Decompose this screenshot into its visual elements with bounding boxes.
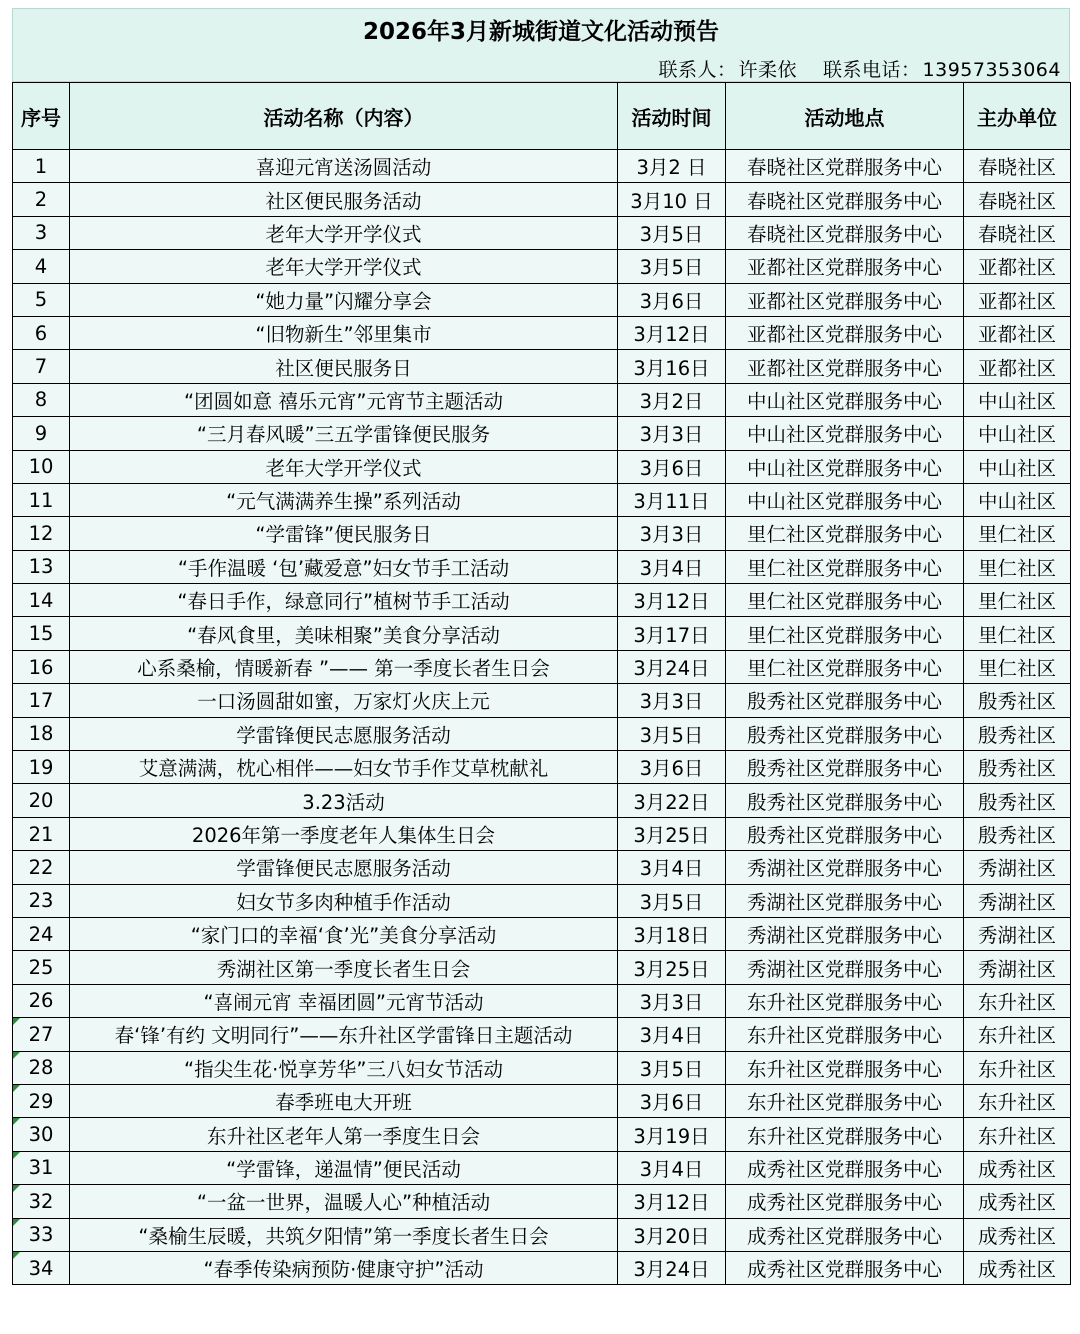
table-row bbox=[13, 917, 1071, 950]
table-row bbox=[13, 250, 1071, 283]
activity-location: 成秀社区党群服务中心 bbox=[726, 1218, 964, 1251]
row-number: 3 bbox=[13, 216, 70, 249]
row-number: 18 bbox=[13, 717, 70, 750]
activity-name: “春日手作，绿意同行”植树节手工活动 bbox=[70, 584, 618, 617]
activity-location: 里仁社区党群服务中心 bbox=[726, 550, 964, 583]
table-row bbox=[13, 1185, 1071, 1218]
row-number: 10 bbox=[13, 450, 70, 483]
activity-organizer: 亚都社区 bbox=[964, 350, 1071, 383]
row-number: 21 bbox=[13, 817, 70, 850]
table-row bbox=[13, 751, 1071, 784]
activity-name: 春‘锋’有约 文明同行”——东升社区学雷锋日主题活动 bbox=[70, 1018, 618, 1051]
activity-time: 3月6日 bbox=[618, 450, 726, 483]
activity-location: 亚都社区党群服务中心 bbox=[726, 350, 964, 383]
row-number: 33 bbox=[13, 1218, 70, 1251]
table-row bbox=[13, 216, 1071, 249]
activity-location: 里仁社区党群服务中心 bbox=[726, 517, 964, 550]
table-row bbox=[13, 617, 1071, 650]
table-row bbox=[13, 717, 1071, 750]
activity-location: 亚都社区党群服务中心 bbox=[726, 316, 964, 349]
activity-location: 秀湖社区党群服务中心 bbox=[726, 851, 964, 884]
activity-name: “学雷锋”便民服务日 bbox=[70, 517, 618, 550]
activity-location: 成秀社区党群服务中心 bbox=[726, 1251, 964, 1284]
activity-organizer: 殷秀社区 bbox=[964, 717, 1071, 750]
row-number: 12 bbox=[13, 517, 70, 550]
activity-organizer: 成秀社区 bbox=[964, 1185, 1071, 1218]
activity-location: 成秀社区党群服务中心 bbox=[726, 1185, 964, 1218]
activity-organizer: 东升社区 bbox=[964, 1084, 1071, 1117]
activity-name: “旧物新生”邻里集市 bbox=[70, 316, 618, 349]
table-row bbox=[13, 417, 1071, 450]
table-row bbox=[13, 1118, 1071, 1151]
activity-organizer: 春晓社区 bbox=[964, 183, 1071, 216]
activity-organizer: 中山社区 bbox=[964, 383, 1071, 416]
activity-time: 3月6日 bbox=[618, 283, 726, 316]
row-number: 29 bbox=[13, 1084, 70, 1117]
activity-name: 秀湖社区第一季度长者生日会 bbox=[70, 951, 618, 984]
activity-organizer: 春晓社区 bbox=[964, 150, 1071, 183]
activity-organizer: 中山社区 bbox=[964, 417, 1071, 450]
activity-time: 3月2日 bbox=[618, 383, 726, 416]
row-number: 15 bbox=[13, 617, 70, 650]
table-row bbox=[13, 550, 1071, 583]
activity-time: 3月24日 bbox=[618, 650, 726, 683]
activity-time: 3月3日 bbox=[618, 984, 726, 1017]
activity-name: “春风食里，美味相聚”美食分享活动 bbox=[70, 617, 618, 650]
page-title: 2026年3月新城街道文化活动预告 bbox=[362, 19, 720, 45]
activity-organizer: 东升社区 bbox=[964, 1051, 1071, 1084]
activity-name: “春季传染病预防·健康守护”活动 bbox=[70, 1251, 618, 1284]
activity-name: “手作温暖 ‘包’藏爱意”妇女节手工活动 bbox=[70, 550, 618, 583]
row-number: 32 bbox=[13, 1185, 70, 1218]
table-body bbox=[13, 150, 1071, 1285]
table-row bbox=[13, 350, 1071, 383]
activity-name: 妇女节多肉种植手作活动 bbox=[70, 884, 618, 917]
row-number: 14 bbox=[13, 584, 70, 617]
activity-time: 3月5日 bbox=[618, 884, 726, 917]
activity-organizer: 秀湖社区 bbox=[964, 951, 1071, 984]
table-header-row bbox=[13, 83, 1071, 150]
activity-organizer: 里仁社区 bbox=[964, 650, 1071, 683]
table-row bbox=[13, 150, 1071, 183]
activity-organizer: 亚都社区 bbox=[964, 250, 1071, 283]
activity-name: 心系桑榆，情暖新春 ”—— 第一季度长者生日会 bbox=[70, 650, 618, 683]
activity-time: 3月6日 bbox=[618, 751, 726, 784]
activity-name: 春季班电大开班 bbox=[70, 1084, 618, 1117]
contact-person-label: 联系人： bbox=[658, 59, 737, 81]
activity-name: 老年大学开学仪式 bbox=[70, 250, 618, 283]
table-row bbox=[13, 851, 1071, 884]
activity-location: 里仁社区党群服务中心 bbox=[726, 617, 964, 650]
row-number: 23 bbox=[13, 884, 70, 917]
activity-name: “团圆如意 禧乐元宵”元宵节主题活动 bbox=[70, 383, 618, 416]
activity-time: 3月12日 bbox=[618, 1185, 726, 1218]
activity-time: 3月5日 bbox=[618, 216, 726, 249]
row-number: 26 bbox=[13, 984, 70, 1017]
activity-location: 东升社区党群服务中心 bbox=[726, 1051, 964, 1084]
activity-organizer: 秀湖社区 bbox=[964, 851, 1071, 884]
activity-time: 3月19日 bbox=[618, 1118, 726, 1151]
activity-organizer: 亚都社区 bbox=[964, 283, 1071, 316]
activity-location: 殷秀社区党群服务中心 bbox=[726, 717, 964, 750]
activity-location: 东升社区党群服务中心 bbox=[726, 1084, 964, 1117]
activity-location: 亚都社区党群服务中心 bbox=[726, 250, 964, 283]
table-row bbox=[13, 784, 1071, 817]
activity-name: 社区便民服务日 bbox=[70, 350, 618, 383]
activity-location: 中山社区党群服务中心 bbox=[726, 383, 964, 416]
activity-name: 学雷锋便民志愿服务活动 bbox=[70, 717, 618, 750]
activity-location: 殷秀社区党群服务中心 bbox=[726, 817, 964, 850]
activity-organizer: 里仁社区 bbox=[964, 617, 1071, 650]
header bbox=[12, 8, 1070, 82]
activity-name: 艾意满满，枕心相伴——妇女节手作艾草枕献礼 bbox=[70, 751, 618, 784]
activity-name: 喜迎元宵送汤圆活动 bbox=[70, 150, 618, 183]
activity-name: “家门口的幸福‘食’光”美食分享活动 bbox=[70, 917, 618, 950]
activity-time: 3月17日 bbox=[618, 617, 726, 650]
table-row bbox=[13, 984, 1071, 1017]
table-row bbox=[13, 483, 1071, 516]
row-number: 25 bbox=[13, 951, 70, 984]
activity-time: 3月4日 bbox=[618, 1018, 726, 1051]
activity-organizer: 成秀社区 bbox=[964, 1151, 1071, 1184]
activity-location: 秀湖社区党群服务中心 bbox=[726, 884, 964, 917]
activity-name: 社区便民服务活动 bbox=[70, 183, 618, 216]
activity-name: 东升社区老年人第一季度生日会 bbox=[70, 1118, 618, 1151]
activity-organizer: 秀湖社区 bbox=[964, 884, 1071, 917]
table-row bbox=[13, 1218, 1071, 1251]
row-number: 2 bbox=[13, 183, 70, 216]
activity-time: 3月20日 bbox=[618, 1218, 726, 1251]
activity-location: 东升社区党群服务中心 bbox=[726, 984, 964, 1017]
activity-location: 里仁社区党群服务中心 bbox=[726, 650, 964, 683]
table-row bbox=[13, 316, 1071, 349]
activity-name: “她力量”闪耀分享会 bbox=[70, 283, 618, 316]
column-header-location: 活动地点 bbox=[726, 83, 964, 150]
table-row bbox=[13, 684, 1071, 717]
activity-time: 3月5日 bbox=[618, 250, 726, 283]
activity-time: 3月3日 bbox=[618, 684, 726, 717]
activity-organizer: 殷秀社区 bbox=[964, 817, 1071, 850]
activity-time: 3月25日 bbox=[618, 951, 726, 984]
activity-name: “学雷锋，递温情”便民活动 bbox=[70, 1151, 618, 1184]
activity-time: 3月12日 bbox=[618, 316, 726, 349]
table-row bbox=[13, 183, 1071, 216]
activity-location: 东升社区党群服务中心 bbox=[726, 1118, 964, 1151]
activity-location: 秀湖社区党群服务中心 bbox=[726, 917, 964, 950]
activity-time: 3月16日 bbox=[618, 350, 726, 383]
activity-location: 秀湖社区党群服务中心 bbox=[726, 951, 964, 984]
activity-time: 3月25日 bbox=[618, 817, 726, 850]
table-row bbox=[13, 450, 1071, 483]
row-number: 1 bbox=[13, 150, 70, 183]
activity-time: 3月4日 bbox=[618, 550, 726, 583]
table-row bbox=[13, 884, 1071, 917]
activity-location: 里仁社区党群服务中心 bbox=[726, 584, 964, 617]
activity-time: 3月6日 bbox=[618, 1084, 726, 1117]
activity-time: 3月3日 bbox=[618, 417, 726, 450]
activity-time: 3月10 日 bbox=[618, 183, 726, 216]
activity-name: 3.23活动 bbox=[70, 784, 618, 817]
activity-location: 成秀社区党群服务中心 bbox=[726, 1151, 964, 1184]
table-row bbox=[13, 584, 1071, 617]
activity-organizer: 中山社区 bbox=[964, 450, 1071, 483]
activity-time: 3月3日 bbox=[618, 517, 726, 550]
row-number: 28 bbox=[13, 1051, 70, 1084]
row-number: 24 bbox=[13, 917, 70, 950]
activity-name: “一盆一世界，温暖人心”种植活动 bbox=[70, 1185, 618, 1218]
activity-time: 3月5日 bbox=[618, 1051, 726, 1084]
row-number: 27 bbox=[13, 1018, 70, 1051]
activity-location: 春晓社区党群服务中心 bbox=[726, 183, 964, 216]
activity-organizer: 成秀社区 bbox=[964, 1251, 1071, 1284]
activity-organizer: 成秀社区 bbox=[964, 1218, 1071, 1251]
row-number: 5 bbox=[13, 283, 70, 316]
row-number: 34 bbox=[13, 1251, 70, 1284]
activity-time: 3月4日 bbox=[618, 851, 726, 884]
activity-location: 中山社区党群服务中心 bbox=[726, 483, 964, 516]
row-number: 19 bbox=[13, 751, 70, 784]
activity-organizer: 里仁社区 bbox=[964, 517, 1071, 550]
table-row bbox=[13, 517, 1071, 550]
activity-organizer: 殷秀社区 bbox=[964, 684, 1071, 717]
activity-name: “指尖生花·悦享芳华”三八妇女节活动 bbox=[70, 1051, 618, 1084]
activity-organizer: 里仁社区 bbox=[964, 550, 1071, 583]
row-number: 11 bbox=[13, 483, 70, 516]
activity-organizer: 春晓社区 bbox=[964, 216, 1071, 249]
contact-phone-label: 联系电话： bbox=[823, 59, 921, 81]
activity-time: 3月4日 bbox=[618, 1151, 726, 1184]
column-header-organizer: 主办单位 bbox=[964, 83, 1071, 150]
row-number: 7 bbox=[13, 350, 70, 383]
table-row bbox=[13, 383, 1071, 416]
table-row bbox=[13, 1051, 1071, 1084]
activity-name: 2026年第一季度老年人集体生日会 bbox=[70, 817, 618, 850]
activity-organizer: 东升社区 bbox=[964, 984, 1071, 1017]
activity-organizer: 亚都社区 bbox=[964, 316, 1071, 349]
row-number: 6 bbox=[13, 316, 70, 349]
row-number: 8 bbox=[13, 383, 70, 416]
activity-location: 殷秀社区党群服务中心 bbox=[726, 684, 964, 717]
activity-name: 一口汤圆甜如蜜，万家灯火庆上元 bbox=[70, 684, 618, 717]
activity-name: 老年大学开学仪式 bbox=[70, 450, 618, 483]
activity-organizer: 秀湖社区 bbox=[964, 917, 1071, 950]
table-row bbox=[13, 1084, 1071, 1117]
activity-organizer: 中山社区 bbox=[964, 483, 1071, 516]
activity-location: 春晓社区党群服务中心 bbox=[726, 150, 964, 183]
activity-table bbox=[12, 82, 1071, 1285]
row-number: 30 bbox=[13, 1118, 70, 1151]
row-number: 31 bbox=[13, 1151, 70, 1184]
column-header-time: 活动时间 bbox=[618, 83, 726, 150]
activity-location: 中山社区党群服务中心 bbox=[726, 450, 964, 483]
contact-phone: 13957353064 bbox=[922, 59, 1061, 81]
activity-location: 殷秀社区党群服务中心 bbox=[726, 751, 964, 784]
activity-name: “喜闹元宵 幸福团圆”元宵节活动 bbox=[70, 984, 618, 1017]
activity-time: 3月11日 bbox=[618, 483, 726, 516]
activity-time: 3月24日 bbox=[618, 1251, 726, 1284]
table-row bbox=[13, 650, 1071, 683]
activity-organizer: 殷秀社区 bbox=[964, 751, 1071, 784]
table-row bbox=[13, 1251, 1071, 1284]
activity-organizer: 里仁社区 bbox=[964, 584, 1071, 617]
activity-organizer: 殷秀社区 bbox=[964, 784, 1071, 817]
activity-name: “桑榆生辰暖，共筑夕阳情”第一季度长者生日会 bbox=[70, 1218, 618, 1251]
table-row bbox=[13, 951, 1071, 984]
activity-location: 殷秀社区党群服务中心 bbox=[726, 784, 964, 817]
activity-organizer: 东升社区 bbox=[964, 1118, 1071, 1151]
column-header-name: 活动名称（内容） bbox=[70, 83, 618, 150]
activity-location: 中山社区党群服务中心 bbox=[726, 417, 964, 450]
table-row bbox=[13, 1151, 1071, 1184]
activity-time: 3月12日 bbox=[618, 584, 726, 617]
row-number: 4 bbox=[13, 250, 70, 283]
activity-name: “元气满满养生操”系列活动 bbox=[70, 483, 618, 516]
activity-time: 3月5日 bbox=[618, 717, 726, 750]
activity-location: 春晓社区党群服务中心 bbox=[726, 216, 964, 249]
activity-name: 学雷锋便民志愿服务活动 bbox=[70, 851, 618, 884]
table-row bbox=[13, 1018, 1071, 1051]
activity-time: 3月18日 bbox=[618, 917, 726, 950]
activity-organizer: 东升社区 bbox=[964, 1018, 1071, 1051]
row-number: 13 bbox=[13, 550, 70, 583]
row-number: 22 bbox=[13, 851, 70, 884]
column-header-no: 序号 bbox=[13, 83, 70, 150]
activity-name: 老年大学开学仪式 bbox=[70, 216, 618, 249]
activity-time: 3月2 日 bbox=[618, 150, 726, 183]
activity-location: 亚都社区党群服务中心 bbox=[726, 283, 964, 316]
row-number: 20 bbox=[13, 784, 70, 817]
contact-person: 许柔依 bbox=[738, 59, 797, 81]
row-number: 16 bbox=[13, 650, 70, 683]
activity-name: “三月春风暖”三五学雷锋便民服务 bbox=[70, 417, 618, 450]
contact-info bbox=[652, 55, 1061, 82]
activity-time: 3月22日 bbox=[618, 784, 726, 817]
row-number: 9 bbox=[13, 417, 70, 450]
table-row bbox=[13, 283, 1071, 316]
table-row bbox=[13, 817, 1071, 850]
activity-location: 东升社区党群服务中心 bbox=[726, 1018, 964, 1051]
row-number: 17 bbox=[13, 684, 70, 717]
